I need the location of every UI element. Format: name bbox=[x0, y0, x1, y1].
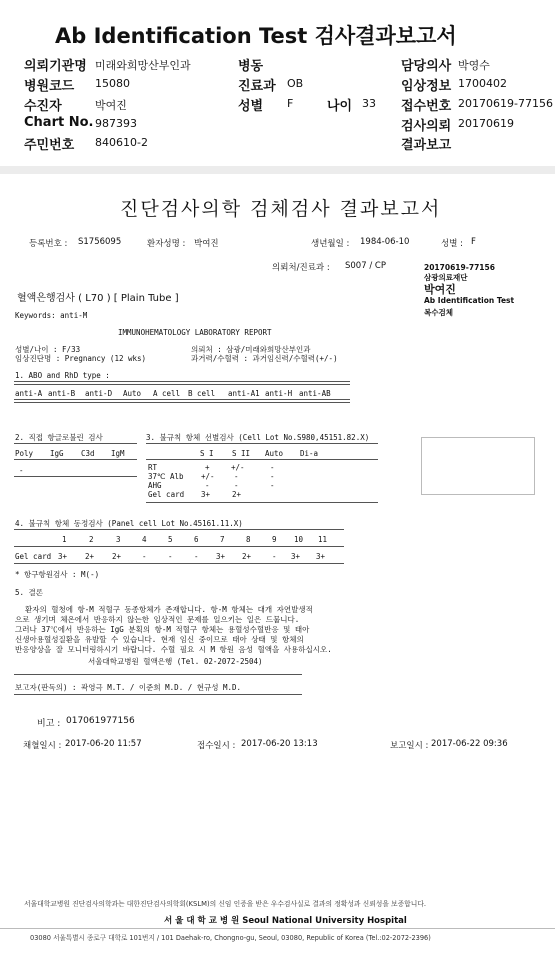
label-age: 나이 bbox=[327, 99, 353, 114]
info-referral: 의뢰처 : 삼광/미래와희망산부인과 bbox=[191, 345, 311, 354]
ident-cell: - bbox=[272, 552, 277, 561]
value-request: 20170619 bbox=[458, 117, 514, 130]
screen-row-37alb: 37℃ Alb bbox=[148, 472, 184, 481]
label-dept: 의뢰처/진료과 : bbox=[272, 263, 330, 273]
screen-cell: 3+ bbox=[201, 490, 211, 499]
value-receipt: 2017-06-20 13:13 bbox=[241, 739, 318, 749]
ident-col: 4 bbox=[142, 535, 147, 544]
screen-row-ahg: AHG bbox=[148, 481, 162, 490]
abo-header-auto: Auto bbox=[123, 389, 142, 398]
label-patient-name: 환자성명 : bbox=[147, 239, 186, 249]
value-reg-no: S1756095 bbox=[78, 237, 122, 247]
label-request: 검사의뢰 bbox=[401, 119, 452, 134]
dat-header-igm: IgM bbox=[111, 449, 125, 458]
ident-col: 2 bbox=[89, 535, 94, 544]
screen-header-dia: Di-a bbox=[300, 449, 319, 458]
label-report-time: 보고일시 : bbox=[390, 741, 429, 751]
section-title: 혈액은행검사 ( L70 ) [ Plain Tube ] bbox=[17, 293, 179, 304]
label-ward: 병동 bbox=[238, 59, 264, 74]
page-title: Ab Identification Test 검사결과보고서 bbox=[55, 24, 457, 48]
label-patient: 수진자 bbox=[24, 99, 62, 114]
ident-cell: 3+ bbox=[291, 552, 301, 561]
label-sex: 성별 bbox=[238, 99, 264, 114]
report-document bbox=[0, 174, 555, 967]
screen-cell: - bbox=[234, 481, 239, 490]
footer-hospital-name: 서 울 대 학 교 병 원 Seoul National University Hospital bbox=[164, 916, 407, 926]
ident-cell: 3+ bbox=[316, 552, 326, 561]
label-chart-no: Chart No. bbox=[24, 115, 94, 130]
label-remark: 비고 : bbox=[37, 719, 61, 729]
ident-col: 3 bbox=[116, 535, 121, 544]
ident-cell: - bbox=[194, 552, 199, 561]
label-hospital-code: 병원코드 bbox=[24, 79, 75, 94]
value-report-time: 2017-06-22 09:36 bbox=[431, 739, 508, 749]
abo-header-b-cell: B cell bbox=[188, 389, 216, 398]
screen-cell: - bbox=[270, 463, 275, 472]
dat-header-poly: Poly bbox=[15, 449, 34, 458]
label-receipt: 접수일시 : bbox=[197, 741, 236, 751]
ident-col: 10 bbox=[294, 535, 304, 544]
label-department: 진료과 bbox=[238, 79, 276, 94]
ident-cell: 3+ bbox=[58, 552, 68, 561]
info-sex-age: 성별/나이 : F/33 bbox=[15, 345, 81, 354]
ident-cell: 2+ bbox=[112, 552, 122, 561]
ident-title: 4. 불규칙 항체 동정검사 (Panel cell Lot No.45161.11.X) bbox=[15, 519, 243, 528]
conclusion-title: 5. 결론 bbox=[15, 588, 44, 597]
dat-value-poly: - bbox=[19, 466, 24, 475]
info-history: 과거력/수혈력 : 과거임신력/수혈력(+/-) bbox=[191, 354, 338, 363]
value-dob: 1984-06-10 bbox=[360, 237, 410, 247]
ident-cell: 2+ bbox=[242, 552, 252, 561]
screen-header-s1: S I bbox=[200, 449, 214, 458]
specimen-label-sticker bbox=[421, 437, 535, 495]
value-sex: F bbox=[287, 97, 294, 110]
screen-cell: - bbox=[205, 481, 210, 490]
ident-row-label: Gel card bbox=[15, 552, 52, 561]
abo-header-a-cell: A cell bbox=[153, 389, 181, 398]
label-doctor: 담당의사 bbox=[401, 59, 452, 74]
abo-header-anti-d: anti-D bbox=[85, 389, 113, 398]
ident-col: 11 bbox=[318, 535, 328, 544]
conclusion-line-4: 신생아용혈성질환을 유발할 수 있습니다. 현재 임신 중이므로 태아 상태 및 항체의 bbox=[15, 635, 304, 644]
value-chart-no: 987393 bbox=[95, 117, 137, 130]
screen-cell: 2+ bbox=[232, 490, 242, 499]
screen-cell: + bbox=[205, 463, 210, 472]
value-patient-name: 박여진 bbox=[194, 239, 219, 249]
screen-cell: - bbox=[234, 472, 239, 481]
screen-cell: +/- bbox=[201, 472, 215, 481]
label-report-sex: 성별 : bbox=[441, 239, 463, 249]
value-remark: 017061977156 bbox=[66, 716, 135, 726]
ident-col: 1 bbox=[62, 535, 67, 544]
sticker-name: 박여진 bbox=[424, 283, 456, 296]
value-institution: 미래와희망산부인과 bbox=[95, 59, 191, 72]
abo-header-anti-h: anti-H bbox=[265, 389, 293, 398]
label-dob: 생년월일 : bbox=[311, 239, 350, 249]
value-hospital-code: 15080 bbox=[95, 77, 130, 90]
abo-header-anti-a: anti-A bbox=[15, 389, 43, 398]
value-age: 33 bbox=[362, 97, 376, 110]
value-report-sex: F bbox=[471, 237, 476, 247]
ident-col: 9 bbox=[272, 535, 277, 544]
footer-certification: 서울대학교병원 진단검사의학과는 대한진단검사의학회(KSLM)의 신임 인증을 받은 우수검사실로 결과의 정확성과 신뢰성을 보증합니다. bbox=[24, 900, 427, 908]
dat-header-igg: IgG bbox=[50, 449, 64, 458]
lab-report-title: IMMUNOHEMATOLOGY LABORATORY REPORT bbox=[118, 328, 272, 337]
value-dept: S007 / CP bbox=[345, 261, 386, 271]
hospital-bloodbank: 서울대학교병원 혈액은행 (Tel. 02-2072-2504) bbox=[88, 657, 263, 666]
screen-row-gel: Gel card bbox=[148, 490, 185, 499]
abo-title: 1. ABO and RhD type : bbox=[15, 371, 110, 380]
label-resident-no: 주민번호 bbox=[24, 138, 75, 153]
ident-col: 8 bbox=[246, 535, 251, 544]
value-patient: 박여진 bbox=[95, 99, 127, 112]
ident-cell: 3+ bbox=[216, 552, 226, 561]
sticker-institution: 삼광의료재단 bbox=[424, 273, 468, 282]
label-reg-no: 등록번호 : bbox=[29, 239, 68, 249]
antigen-test: * 항구항원검사 : M(-) bbox=[15, 570, 100, 579]
abo-header-anti-b: anti-B bbox=[48, 389, 76, 398]
conclusion-line-2: 으로 생기며 체온에서 반응하지 않는한 임상적인 문제를 일으키는 일은 드뭅니다. bbox=[15, 615, 300, 624]
value-resident-no: 840610-2 bbox=[95, 136, 148, 149]
screen-cell: - bbox=[270, 481, 275, 490]
label-result-report: 결과보고 bbox=[401, 138, 452, 153]
report-title: 진단검사의학 검체검사 결과보고서 bbox=[120, 198, 442, 220]
label-receipt-no: 접수번호 bbox=[401, 99, 452, 114]
dat-header-c3d: C3d bbox=[81, 449, 95, 458]
sticker-test: Ab Identification Test bbox=[424, 296, 515, 305]
value-collect: 2017-06-20 11:57 bbox=[65, 739, 142, 749]
ident-cell: 2+ bbox=[85, 552, 95, 561]
ident-col: 6 bbox=[194, 535, 199, 544]
conclusion-line-3: 그러나 37℃에서 반응하는 IgG 분획의 항-M 적혈구 항체는 용혈성수혈반응 및 태아 bbox=[15, 625, 310, 634]
value-department: OB bbox=[287, 77, 304, 90]
sticker-tube: 복수검체 bbox=[424, 308, 453, 317]
sticker-number: 20170619-77156 bbox=[424, 263, 495, 272]
ident-col: 7 bbox=[220, 535, 225, 544]
screen-cell: +/- bbox=[231, 463, 245, 472]
abo-header-anti-ab: anti-AB bbox=[299, 389, 331, 398]
dat-title: 2. 직접 항글로불린 검사 bbox=[15, 433, 103, 442]
footer-address: 03080 서울특별시 종로구 대학로 101번지 / 101 Daehak-ro, Chongno-gu, Seoul, 03080, Republic of Korea (Tel.:02-2072-2396) bbox=[30, 934, 431, 942]
header-panel bbox=[0, 0, 555, 166]
ident-cell: - bbox=[142, 552, 147, 561]
screen-row-rt: RT bbox=[148, 463, 158, 472]
reporters: 보고자(판독의) : 곽영극 M.T. / 이준희 M.D. / 현규성 M.D. bbox=[15, 683, 242, 692]
conclusion-line-5: 반응양상을 잘 모니터링하시기 바랍니다. 수혈 필요 시 M 항원 음성 혈액을 사용하십시오. bbox=[15, 645, 332, 654]
label-clinical-info: 임상정보 bbox=[401, 79, 452, 94]
keywords: Keywords: anti-M bbox=[15, 311, 88, 320]
screen-header-auto: Auto bbox=[265, 449, 284, 458]
divider-gap bbox=[0, 166, 555, 174]
screen-title: 3. 불규칙 항체 선별검사 (Cell Lot No.S980,45151.82.X) bbox=[146, 433, 370, 442]
value-receipt-no: 20170619-77156 bbox=[458, 97, 553, 110]
label-institution: 의뢰기관명 bbox=[24, 59, 87, 74]
value-doctor: 박영수 bbox=[458, 59, 490, 72]
value-clinical-info: 1700402 bbox=[458, 77, 507, 90]
info-diagnosis: 임상진단명 : Pregnancy (12 wks) bbox=[15, 354, 147, 363]
label-collect: 채혈일시 : bbox=[23, 741, 62, 751]
ident-col: 5 bbox=[168, 535, 173, 544]
screen-cell: - bbox=[270, 472, 275, 481]
screen-header-s2: S II bbox=[232, 449, 251, 458]
abo-header-anti-a1: anti-A1 bbox=[228, 389, 260, 398]
conclusion-line-1: 환자의 혈청에 항-M 적혈구 동종항체가 존재합니다. 항-M 항체는 대개 자연발생적 bbox=[25, 605, 313, 614]
ident-cell: - bbox=[168, 552, 173, 561]
